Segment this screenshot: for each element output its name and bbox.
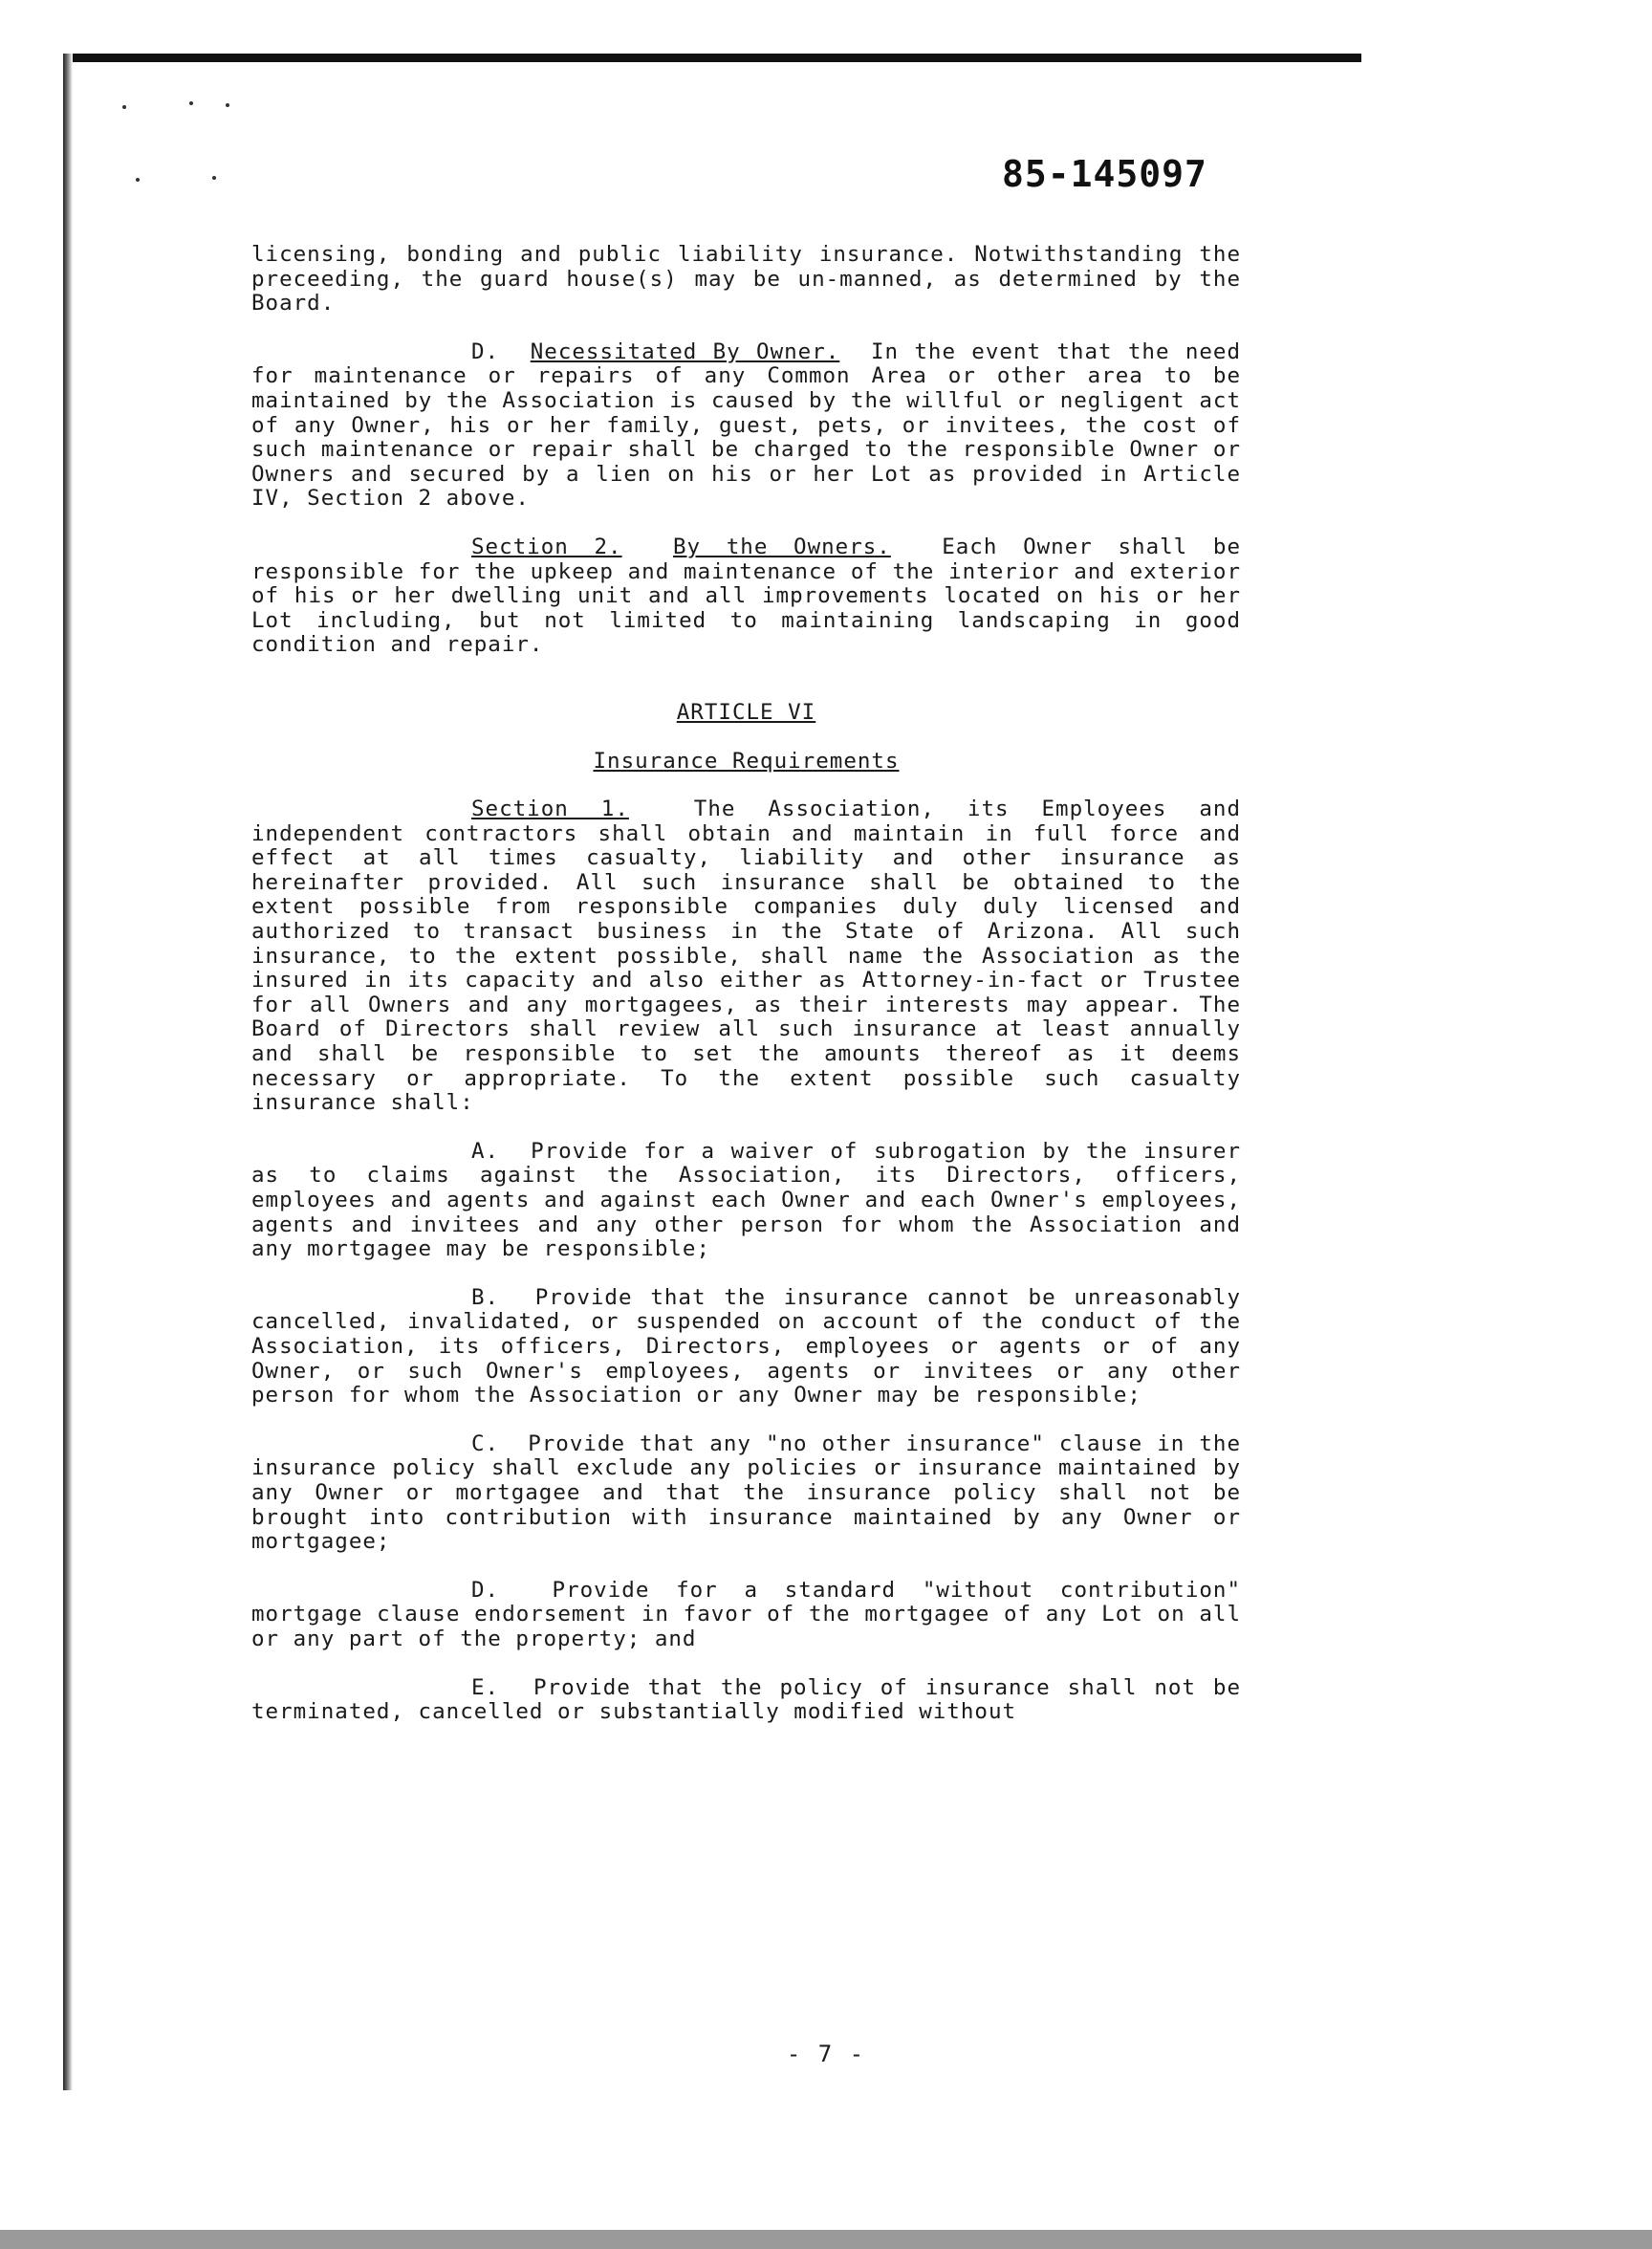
page-number: - 7 - [786,2041,866,2067]
scan-top-edge [63,54,1361,62]
list-item [251,1432,1241,1555]
document-number: 85-145097 [1002,153,1207,195]
paragraph-necessitated-by-owner [251,340,1241,512]
item-text: Provide that the policy of insurance shall not be terminated, cancelled or substantially modified without [251,1674,1241,1725]
item-label: E. [471,1674,500,1700]
list-item [251,1676,1241,1725]
item-label: D. [471,338,500,364]
item-text: Provide that the insurance cannot be unreasonably cancelled, invalidated, or suspended on account of the conduct of the Association, its officers, Directors, employees or agents or of any Owner, or such Owner's employees, agents or invitees or any other person for whom the Association or any Owner may be responsible; [251,1284,1241,1408]
scan-speck [136,178,140,182]
list-item [251,1579,1241,1652]
paragraph-section-1 [251,797,1241,1116]
paragraph-text: The Association, its Employees and independent contractors shall obtain and maintain in full force and effect at all times casualty, liability and other insurance as hereinafter provided. All such insurance shall be obtained to the extent possible from responsible companies duly duly licensed and authorized to transact business in the State of Arizona. All such insurance, to the extent possible, shall name the Association as the insured in its capacity and also either as Attorney-in-fact or Trustee for all Owners and any mortgagees, as their interests may appear. The Board of Directors shall review all such insurance at least annually and shall be responsible to set the amounts thereof as it deems necessary or appropriate. To the extent possible such casualty insurance shall: [251,797,1241,1116]
item-label: D. [471,1577,500,1603]
paragraph-guard-house: licensing, bonding and public liability insurance. Notwithstanding the preceeding, the guard house(s) may be un-manned, as determined by the Board. [251,242,1241,317]
article-subheading [251,750,1241,775]
paragraph-title: Necessitated By Owner. [530,338,840,364]
scan-bottom-edge [0,2230,1652,2249]
item-text: Provide that any "no other insurance" clause in the insurance policy shall exclude any policies or insurance maintained by any Owner or mortgagee and that the insurance policy shall not be brought into contribution with insurance maintained by any Owner or mortgagee; [251,1430,1242,1555]
section-label: Section 1. [471,797,629,822]
scan-speck [226,103,229,107]
item-text: Provide for a standard "without contribution" mortgage clause endorsement in favor of the mortgagee of any Lot on all or any part of the property; and [251,1577,1242,1651]
scan-speck [189,101,193,105]
paragraph-text: Each Owner shall be responsible for the upkeep and maintenance of the interior and exterior of his or her dwelling unit and all improvements located on his or her Lot including, but not limited to maintaining landscaping in good condition and repair. [251,534,1241,658]
scan-left-edge [63,54,73,2090]
article-heading [251,701,1241,726]
article-heading-text: ARTICLE VI [676,699,816,725]
article-subheading-text: Insurance Requirements [593,748,900,774]
page-body [251,243,1241,1749]
scan-speck [122,105,126,109]
paragraph-by-the-owners [251,535,1241,658]
section-label: Section 2. [471,534,622,559]
item-label: A. [471,1138,500,1164]
scan-speck [212,176,216,180]
item-label: B. [471,1284,500,1310]
paragraph-text: In the event that the need for maintenance or repairs of any Common Area or other area to be maintained by the Association is caused by the willful or negligent act of any Owner, his or her family, guest, pets, or invitees, the cost of such maintenance or repair shall be charged to the responsible Owner or Owners and secured by a lien on his or her Lot as provided in Article IV, Section 2 above. [251,338,1242,512]
item-label: C. [471,1430,500,1456]
item-text: Provide for a waiver of subrogation by the insurer as to claims against the Association, its Directors, officers, employees and agents and against each Owner and each Owner's employees, agents and invitees and any other person for whom the Association and any mortgagee may be responsible; [251,1138,1242,1262]
paragraph-title: By the Owners. [672,534,891,559]
list-item [251,1286,1241,1408]
list-item [251,1140,1241,1262]
